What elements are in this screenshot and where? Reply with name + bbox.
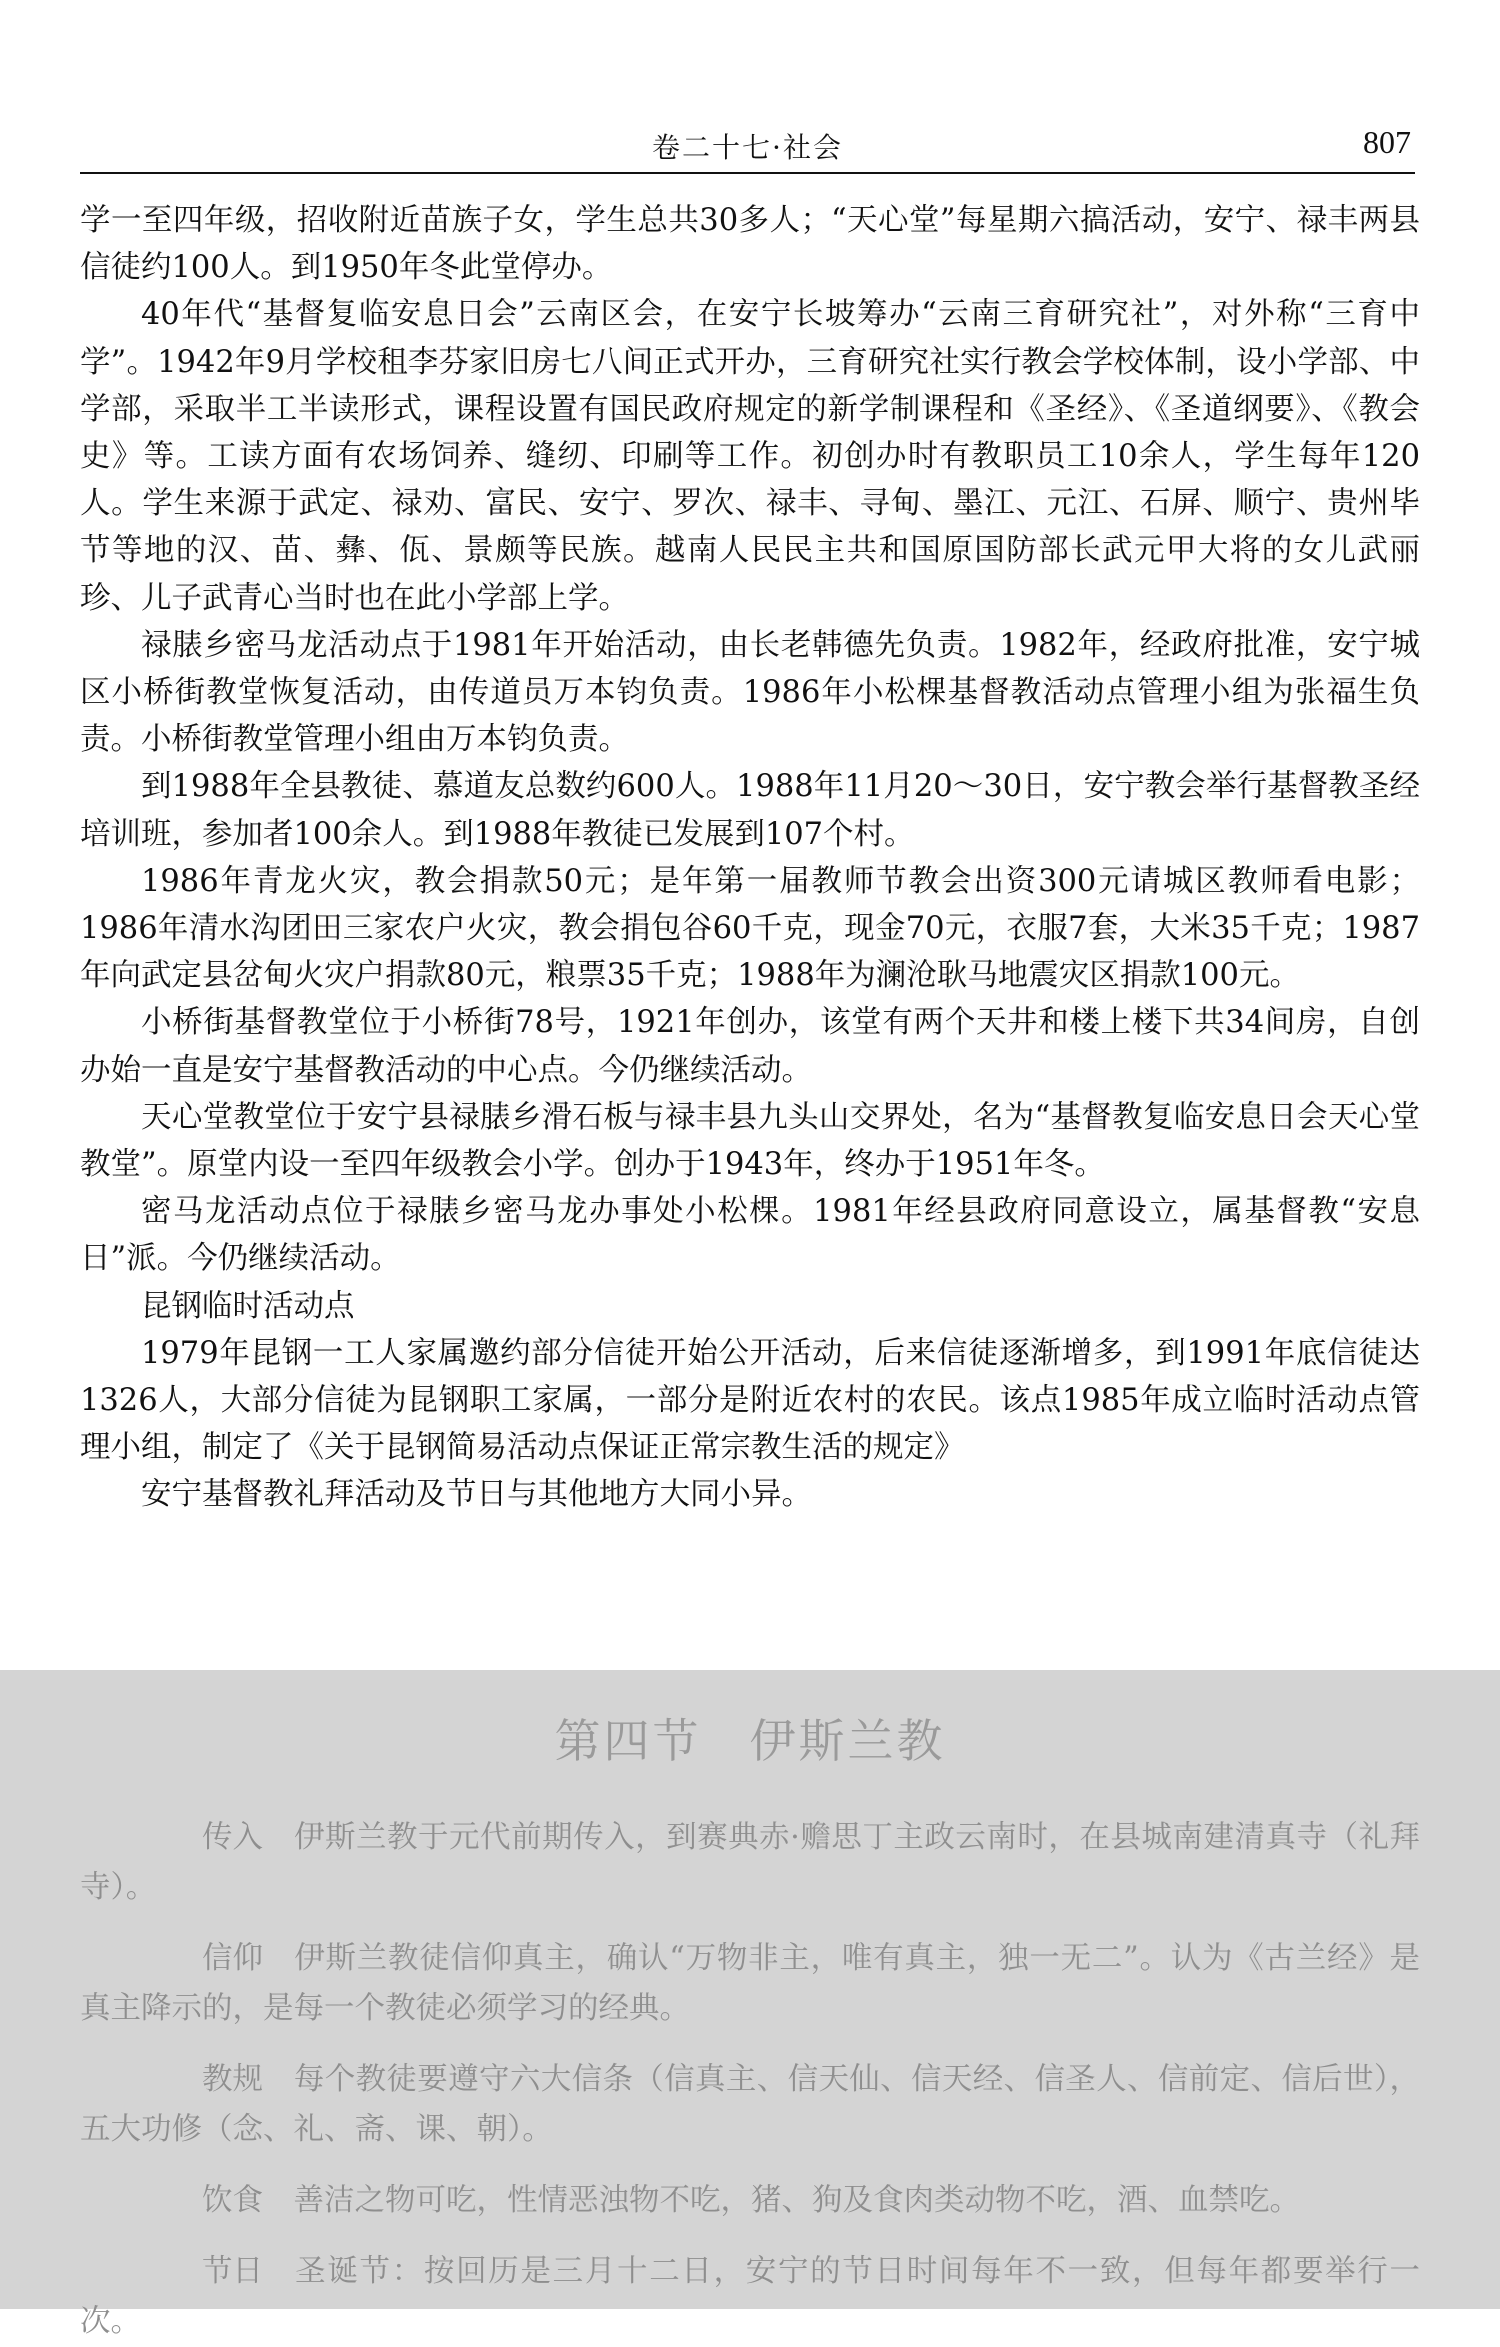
running-title: 卷二十七·社会: [652, 131, 843, 164]
section-number: 第四节: [554, 1714, 702, 1768]
subheading: 昆钢临时活动点: [141, 1288, 355, 1324]
section-title: [0, 1705, 1500, 1771]
paragraph: 1979年昆钢一工人家属邀约部分信徒开始公开活动，后来信徒逐渐增多，到1991年底信徒达1326人，大部分信徒为昆钢职工家属，一部分是附近农村的农民。该点1985年成立临时活动点管理小组，制定了《关于昆钢简易活动点保证正常宗教生活的规定》: [80, 1335, 1420, 1466]
topic-paragraph: [80, 1813, 1420, 1913]
topic-paragraph: [80, 2176, 1420, 2226]
page-number: 807: [1363, 124, 1411, 160]
topic-text: 善洁之物可吃，性情恶浊物不吃，猪、狗及食肉类动物不吃，酒、血禁吃。: [293, 2183, 1300, 2218]
paragraph-continued: 学一至四年级，招收附近苗族子女，学生总共30多人；“天心堂”每星期六搞活动，安宁、禄丰两县信徒约100人。到1950年冬此堂停办。: [80, 203, 1420, 286]
body-text: [80, 197, 1420, 1519]
paragraph: 小桥街基督教堂位于小桥街78号，1921年创办，该堂有两个天井和楼上楼下共34间房，自创办始一直是安宁基督教活动的中心点。今仍继续活动。: [80, 1005, 1420, 1088]
paragraph: 40年代“基督复临安息日会”云南区会，在安宁长坡筹办“云南三育研究社”，对外称“三育中学”。1942年9月学校租李芬家旧房七八间正式开办，三育研究社实行教会学校体制，设小学部、中学部，采取半工半读形式，课程设置有国民政府规定的新学制课程和《圣经》、《圣道纲要》、《教会史》等。工读方面有农场饲养、缝纫、印刷等工作。初创办时有教职员工10余人，学生每年120人。学生来源于武定、禄劝、富民、安宁、罗次、禄丰、寻甸、墨江、元江、石屏、顺宁、贵州毕节等地的汉、苗、彝、佤、景颇等民族。越南人民民主共和国原国防部长武元甲大将的女儿武丽珍、儿子武青心当时也在此小学部上学。: [80, 297, 1420, 616]
topic-label: 节日: [202, 2254, 263, 2289]
topic-text: 伊斯兰教徒信仰真主，确认“万物非主，唯有真主，独一无二”。认为《古兰经》是真主降示的，是每一个教徒必须学习的经典。: [80, 1941, 1420, 2026]
topic-label: 传入: [202, 1820, 263, 1855]
paragraph: 密马龙活动点位于禄脿乡密马龙办事处小松棵。1981年经县政府同意设立，属基督教“安息日”派。今仍继续活动。: [80, 1194, 1420, 1277]
section-name: 伊斯兰教: [749, 1714, 946, 1768]
section-body: [80, 1813, 1420, 2347]
header-rule: [80, 172, 1415, 174]
paragraph: 1986年青龙火灾，教会捐款50元；是年第一届教师节教会出资300元请城区教师看电影；1986年清水沟团田三家农户火灾，教会捐包谷60千克，现金70元，衣服7套，大米35千克；1987年向武定县岔甸火灾户捐款80元，粮票35千克；1988年为澜沧耿马地震灾区捐款100元。: [80, 863, 1420, 994]
topic-paragraph: [80, 1934, 1420, 2034]
paragraph: 安宁基督教礼拜活动及节日与其他地方大同小异。: [141, 1477, 812, 1513]
topic-paragraph: [80, 2055, 1420, 2155]
topic-paragraph: [80, 2247, 1420, 2347]
topic-text: 每个教徒要遵守六大信条（信真主、信天仙、信天经、信圣人、信前定、信后世），五大功修（念、礼、斋、课、朝）。: [80, 2062, 1420, 2147]
topic-label: 信仰: [202, 1941, 263, 1976]
paragraph: 到1988年全县教徒、慕道友总数约600人。1988年11月20～30日，安宁教会举行基督教圣经培训班，参加者100余人。到1988年教徒已发展到107个村。: [80, 769, 1420, 852]
running-head: [80, 120, 1415, 168]
paragraph: 禄脿乡密马龙活动点于1981年开始活动，由长老韩德先负责。1982年，经政府批准，安宁城区小桥街教堂恢复活动，由传道员万本钧负责。1986年小松棵基督教活动点管理小组为张福生负责。小桥街教堂管理小组由万本钧负责。: [80, 627, 1420, 758]
topic-text: 伊斯兰教于元代前期传入，到赛典赤·赡思丁主政云南时，在县城南建清真寺（礼拜寺）。: [80, 1820, 1420, 1905]
topic-label: 饮食: [202, 2183, 263, 2218]
topic-label: 教规: [202, 2062, 263, 2097]
paragraph: 天心堂教堂位于安宁县禄脿乡滑石板与禄丰县九头山交界处，名为“基督教复临安息日会天心堂教堂”。原堂内设一至四年级教会小学。创办于1943年，终办于1951年冬。: [80, 1099, 1420, 1183]
topic-text: 圣诞节：按回历是三月十二日，安宁的节日时间每年不一致，但每年都要举行一次。: [80, 2254, 1420, 2339]
